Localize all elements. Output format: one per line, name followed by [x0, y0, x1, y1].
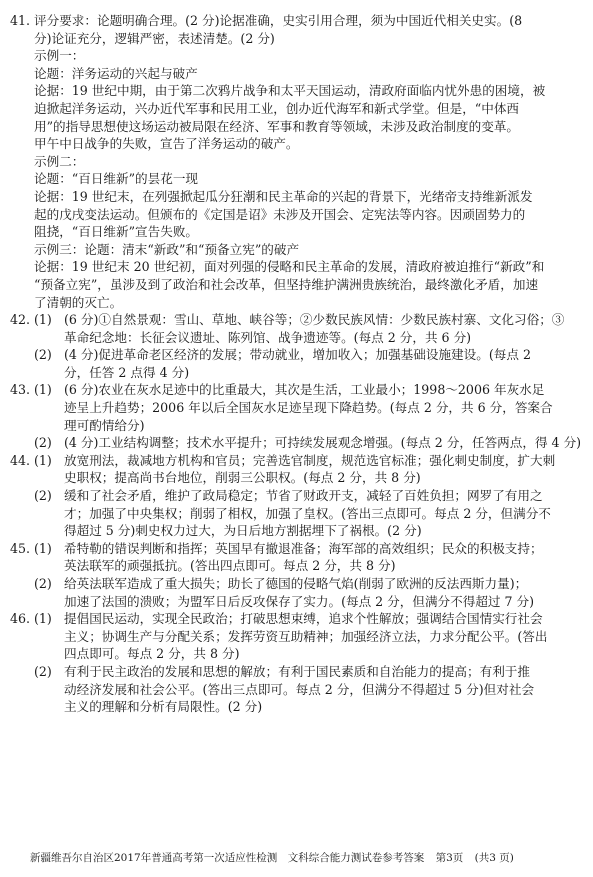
- question-number: 46.: [10, 611, 31, 627]
- answer-line: 动经济发展和社会公平。(答出三点即可。每点 2 分，但满分不得超过 5 分)但对社会: [64, 681, 535, 697]
- question-number: 42.: [10, 312, 31, 328]
- answer-part: [34, 381, 583, 434]
- question-43: [10, 381, 583, 451]
- example-evidence-line: 论据：19 世纪末，在列强掀起瓜分狂潮和民主革命的兴起的背景下，光绪帝支持维新派发: [34, 188, 533, 204]
- example-heading: 示例一：: [34, 48, 85, 64]
- answer-part: [34, 663, 583, 716]
- example-evidence-line: 甲午中日战争的失败，宣告了洋务运动的破产。: [34, 136, 299, 152]
- answer-line: 给英法联军造成了重大损失；助长了德国的侵略气焰(削弱了欧洲的反法西斯力量)；: [64, 576, 528, 591]
- question-44: [10, 452, 583, 540]
- example-thesis: 论题：“百日维新”的昙花一现: [34, 171, 199, 187]
- part-label: (1): [34, 382, 52, 398]
- example-evidence-line: 迫掀起洋务运动，兴办近代军事和民用工业，创办近代海军和新式学堂。但是，“中体西: [34, 100, 520, 116]
- part-label: (2): [34, 576, 52, 591]
- example-evidence-line: 阻挠，“百日维新”宣告失败。: [34, 224, 199, 240]
- answer-line: (4 分)促进革命老区经济的发展；带动就业，增加收入；加强基础设施建设。(每点 2: [64, 347, 531, 363]
- answer-part: [34, 487, 583, 540]
- answer-part: [34, 311, 583, 346]
- example-evidence-line: 论据：19 世纪中期，由于第二次鸦片战争和太平天国运动，清政府面临内忧外患的困境，被: [34, 83, 546, 99]
- question-42: [10, 311, 583, 381]
- part-label: (1): [34, 611, 52, 627]
- answer-line: 主义的理解和分析有局限性。(2 分): [64, 699, 263, 715]
- part-label: (1): [34, 312, 52, 328]
- example-evidence-line: 用”的指导思想使这场运动被局限在经济、军事和教育等领域，未涉及政治制度的变革。: [34, 118, 520, 134]
- question-45: [10, 540, 583, 610]
- part-label: (2): [34, 488, 52, 504]
- answer-line: 四点即可。每点 2 分，共 8 分): [64, 646, 240, 662]
- answer-part: [34, 346, 583, 381]
- question-46: [10, 610, 583, 716]
- answer-line: 得超过 5 分)刺史权力过大，为日后地方割据埋下了祸根。(2 分): [64, 523, 422, 539]
- answer-line: 放宽刑法，裁减地方机构和官员；完善选官制度，规范选官标准；强化刺史制度，扩大刺: [64, 452, 556, 468]
- scoring-line: 评分要求：论题明确合理。(2 分)论据准确，史实引用合理，须为中国近代相关史实。(8: [34, 13, 523, 28]
- answer-line: 分，任答 2 点得 4 分): [64, 364, 190, 380]
- question-number: 45.: [10, 540, 31, 556]
- answer-line: 提倡国民运动，实现全民政治；打破思想束缚，追求个性解放；强调结合国情实行社会: [64, 611, 543, 627]
- example-thesis: 论题：洋务运动的兴起与破产: [34, 65, 198, 81]
- answer-line: 才；加强了中央集权；削弱了相权，加强了皇权。(答出三点即可。每点 2 分，但满分不: [64, 505, 551, 521]
- example-evidence-line: “预备立宪”，虽涉及到了政治和社会改革，但坚持维护满洲贵族统治，最终激化矛盾，加速: [34, 276, 539, 292]
- answer-line: 英法联军的顽强抵抗。(答出四点即可。每点 2 分，共 8 分): [64, 558, 396, 574]
- answer-line: 缓和了社会矛盾，维护了政局稳定；节省了财政开支，减轻了百姓负担；网罗了有用之: [64, 488, 543, 504]
- example-evidence-line: 论据：19 世纪末 20 世纪初，面对列强的侵略和民主革命的发展，清政府被迫推行“新政”和: [34, 259, 545, 275]
- answer-line: 有利于民主政治的发展和思想的解放；有利于国民素质和自治能力的提高；有利于推: [64, 663, 530, 679]
- footer-page-number: 第3页: [435, 852, 464, 864]
- answer-line: 理可酌情给分): [64, 417, 145, 433]
- example-evidence-line: 了清朝的灭亡。: [34, 294, 123, 310]
- answer-line: (4 分)工业结构调整；技术水平提升；可持续发展观念增强。(每点 2 分，任答两点，得 4 分): [64, 435, 582, 451]
- question-41: [10, 12, 583, 311]
- answer-line: 迹呈上升趋势；2006 年以后全国灰水足迹呈现下降趋势。(每点 2 分，共 6 分，答案合: [64, 400, 553, 416]
- answer-part: [34, 610, 583, 663]
- question-number: 44.: [10, 452, 31, 468]
- part-label: (2): [34, 435, 52, 451]
- question-number: 43.: [10, 382, 31, 398]
- part-label: (2): [34, 663, 52, 679]
- example-heading: 示例三：论题：清末“新政”和“预备立宪”的破产: [34, 241, 300, 257]
- answer-part: [34, 540, 583, 575]
- answer-part: [34, 452, 583, 487]
- answer-line: (6 分)①自然景观：雪山、草地、峡谷等；②少数民族风情：少数民族村寨、文化习俗；③: [64, 312, 565, 328]
- answer-line: 主义；协调生产与分配关系；发挥劳资互助精神；加强经济立法，力求分配公平。(答出: [64, 628, 548, 644]
- part-label: (1): [34, 452, 52, 468]
- scoring-line: 分)论证充分，逻辑严密，表述清楚。(2 分): [34, 30, 275, 46]
- answer-line: 史职权；提高尚书台地位，削弱三公职权。(每点 2 分，共 8 分): [64, 470, 421, 486]
- question-number: 41.: [10, 13, 31, 28]
- answer-line: 加速了法国的溃败；为盟军日后反攻保存了实力。(每点 2 分，但满分不得超过 7 分): [64, 593, 535, 609]
- answer-line: 希特勒的错误判断和指挥；英国早有撤退准备；海军部的高效组织；民众的积极支持；: [64, 540, 543, 556]
- part-label: (2): [34, 347, 52, 363]
- example-evidence-line: 起的戊戌变法运动。但颁布的《定国是诏》未涉及开国会、定宪法等内容。因顽固势力的: [34, 206, 526, 222]
- footer-page-total: (共3 页): [474, 852, 514, 864]
- answer-part: [34, 575, 583, 610]
- footer-source: 新疆维吾尔自治区2017年普通高考第一次适应性检测 文科综合能力测试卷参考答案: [30, 852, 425, 864]
- page-footer: [30, 850, 522, 865]
- answer-part: [34, 434, 583, 452]
- part-label: (1): [34, 540, 52, 556]
- answer-line: (6 分)农业在灰水足迹中的比重最大，其次是生活，工业最小；1998～2006 年灰水足: [64, 382, 545, 398]
- example-heading: 示例二：: [34, 153, 85, 169]
- answer-line: 革命纪念地：长征会议遗址、陈列馆、战争遗迹等。(每点 2 分，共 6 分): [64, 329, 472, 345]
